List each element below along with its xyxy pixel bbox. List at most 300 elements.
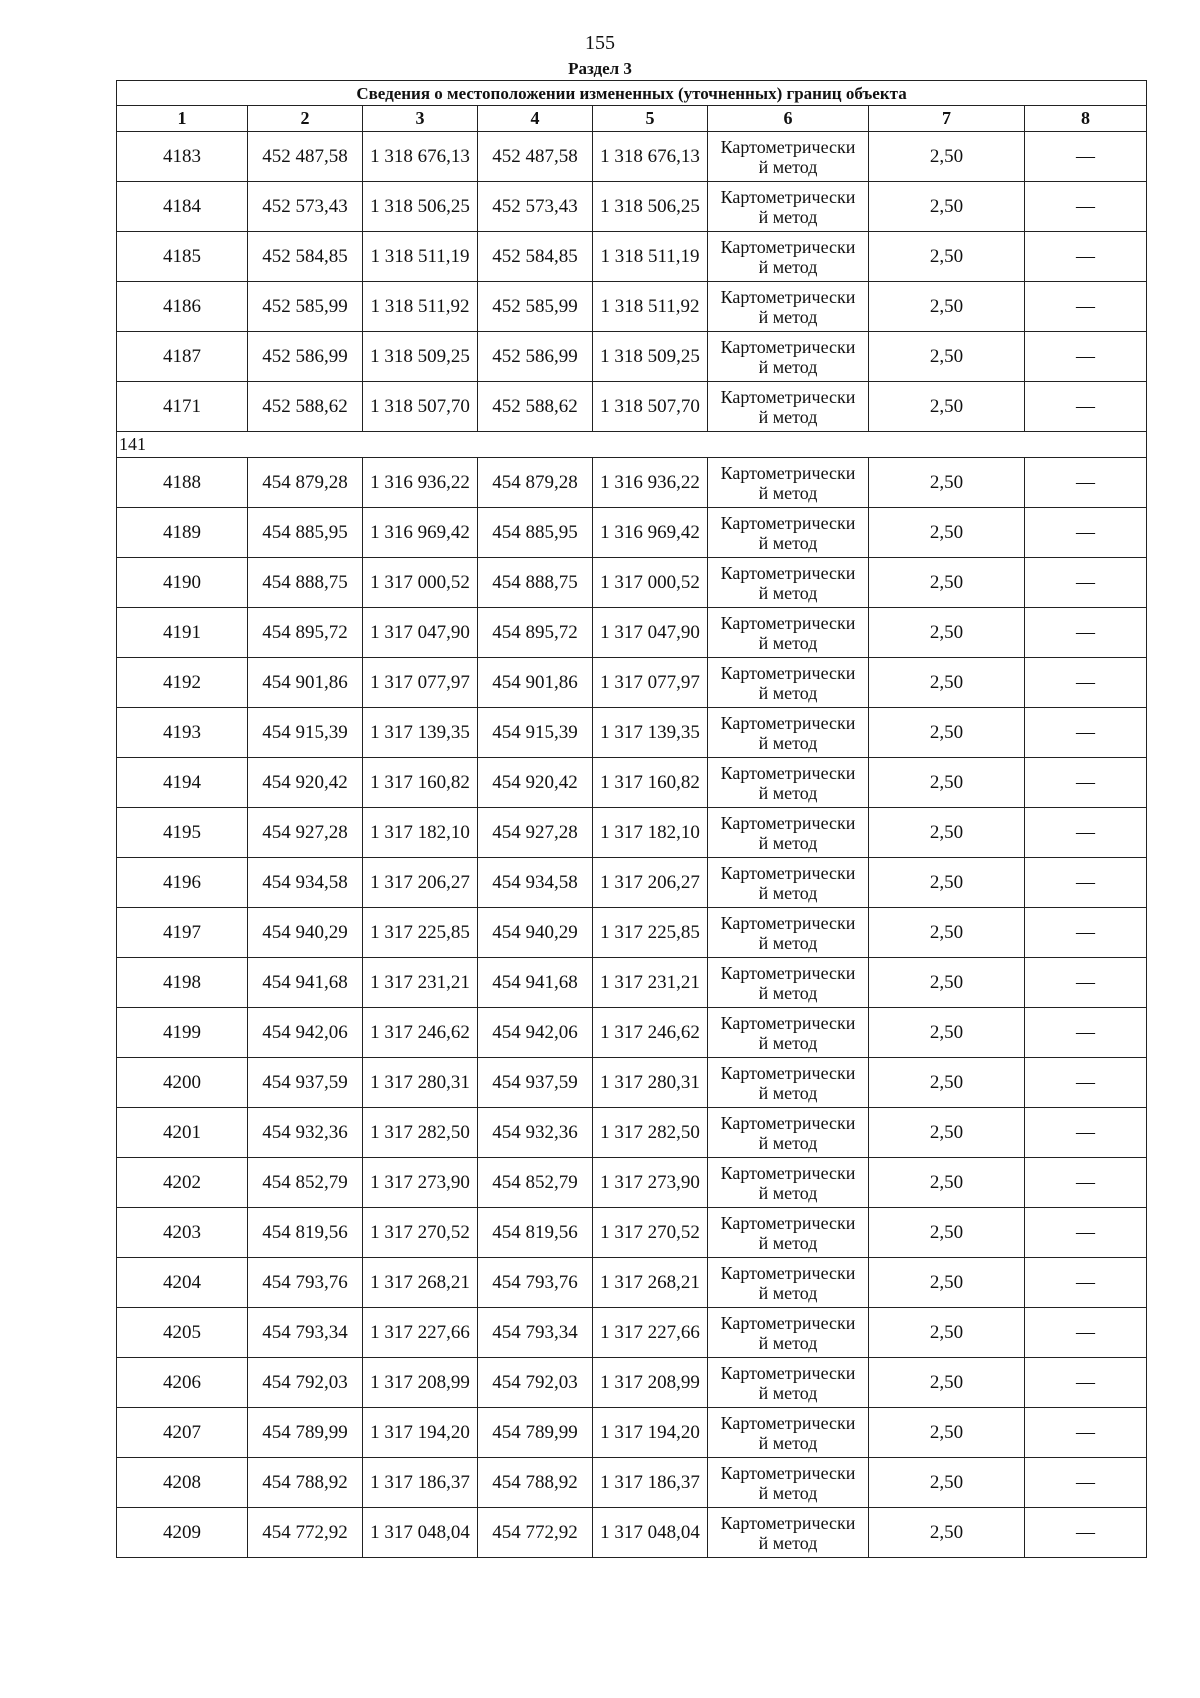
y-existing-cell: 1 317 227,66 <box>363 1308 478 1358</box>
point-number-cell: 4188 <box>117 458 248 508</box>
x-existing-cell: 454 932,36 <box>248 1108 363 1158</box>
method-line-2: й метод <box>758 1232 818 1253</box>
y-existing-cell: 1 318 511,92 <box>363 282 478 332</box>
point-number-cell: 4184 <box>117 182 248 232</box>
method-line-1: Картометрически <box>720 812 856 833</box>
x-existing-cell: 454 772,92 <box>248 1508 363 1558</box>
method-line-1: Картометрически <box>720 1362 856 1383</box>
x-new-cell: 454 793,76 <box>478 1258 593 1308</box>
table-caption-row <box>117 81 1147 106</box>
accuracy-cell: 2,50 <box>869 1358 1025 1408</box>
column-number: 8 <box>1025 106 1147 132</box>
y-new-cell: 1 317 231,21 <box>593 958 708 1008</box>
table-row <box>117 708 1147 758</box>
point-number-cell: 4185 <box>117 232 248 282</box>
method-line-2: й метод <box>758 206 818 227</box>
note-cell: — <box>1025 608 1147 658</box>
method-line-1: Картометрически <box>720 1262 856 1283</box>
note-cell: — <box>1025 958 1147 1008</box>
y-new-cell: 1 317 160,82 <box>593 758 708 808</box>
table-row <box>117 558 1147 608</box>
y-new-cell: 1 318 511,19 <box>593 232 708 282</box>
note-cell: — <box>1025 1458 1147 1508</box>
x-existing-cell: 454 942,06 <box>248 1008 363 1058</box>
method-line-2: й метод <box>758 482 818 503</box>
table-row <box>117 1058 1147 1108</box>
method-cell <box>708 1458 869 1508</box>
note-cell: — <box>1025 382 1147 432</box>
y-existing-cell: 1 318 509,25 <box>363 332 478 382</box>
y-existing-cell: 1 317 282,50 <box>363 1108 478 1158</box>
method-cell <box>708 132 869 182</box>
x-existing-cell: 452 584,85 <box>248 232 363 282</box>
accuracy-cell: 2,50 <box>869 558 1025 608</box>
accuracy-cell: 2,50 <box>869 758 1025 808</box>
table-row <box>117 332 1147 382</box>
accuracy-cell: 2,50 <box>869 1458 1025 1508</box>
coordinates-table <box>116 80 1147 1558</box>
point-number-cell: 4207 <box>117 1408 248 1458</box>
x-existing-cell: 454 941,68 <box>248 958 363 1008</box>
y-new-cell: 1 317 048,04 <box>593 1508 708 1558</box>
point-number-cell: 4197 <box>117 908 248 958</box>
point-number-cell: 4204 <box>117 1258 248 1308</box>
method-cell <box>708 1058 869 1108</box>
point-number-cell: 4194 <box>117 758 248 808</box>
point-number-cell: 4203 <box>117 1208 248 1258</box>
note-cell: — <box>1025 332 1147 382</box>
method-line-2: й метод <box>758 1382 818 1403</box>
x-new-cell: 454 788,92 <box>478 1458 593 1508</box>
accuracy-cell: 2,50 <box>869 382 1025 432</box>
x-existing-cell: 454 901,86 <box>248 658 363 708</box>
note-cell: — <box>1025 758 1147 808</box>
table-row <box>117 1408 1147 1458</box>
x-existing-cell: 452 588,62 <box>248 382 363 432</box>
y-existing-cell: 1 317 231,21 <box>363 958 478 1008</box>
method-cell <box>708 808 869 858</box>
method-line-1: Картометрически <box>720 336 856 357</box>
x-new-cell: 454 819,56 <box>478 1208 593 1258</box>
point-number-cell: 4193 <box>117 708 248 758</box>
x-new-cell: 454 920,42 <box>478 758 593 808</box>
column-number: 2 <box>248 106 363 132</box>
point-number-cell: 4199 <box>117 1008 248 1058</box>
method-line-1: Картометрически <box>720 862 856 883</box>
point-number-cell: 4192 <box>117 658 248 708</box>
section-title: Раздел 3 <box>568 59 632 78</box>
y-existing-cell: 1 317 160,82 <box>363 758 478 808</box>
method-line-1: Картометрически <box>720 462 856 483</box>
method-line-2: й метод <box>758 1132 818 1153</box>
x-new-cell: 452 588,62 <box>478 382 593 432</box>
x-existing-cell: 454 788,92 <box>248 1458 363 1508</box>
y-new-cell: 1 317 000,52 <box>593 558 708 608</box>
column-number: 7 <box>869 106 1025 132</box>
accuracy-cell: 2,50 <box>869 808 1025 858</box>
method-line-1: Картометрически <box>720 286 856 307</box>
accuracy-cell: 2,50 <box>869 1108 1025 1158</box>
method-line-1: Картометрически <box>720 1112 856 1133</box>
x-existing-cell: 454 927,28 <box>248 808 363 858</box>
method-line-2: й метод <box>758 1032 818 1053</box>
point-number-cell: 4190 <box>117 558 248 608</box>
point-number-cell: 4187 <box>117 332 248 382</box>
method-line-2: й метод <box>758 732 818 753</box>
accuracy-cell: 2,50 <box>869 132 1025 182</box>
method-line-1: Картометрически <box>720 662 856 683</box>
point-number-cell: 4171 <box>117 382 248 432</box>
point-number-cell: 4189 <box>117 508 248 558</box>
method-line-1: Картометрически <box>720 1312 856 1333</box>
y-existing-cell: 1 317 047,90 <box>363 608 478 658</box>
table-row <box>117 1358 1147 1408</box>
y-existing-cell: 1 317 206,27 <box>363 858 478 908</box>
table-caption: Сведения о местоположении измененных (уточненных) границ объекта <box>117 81 1147 106</box>
method-line-1: Картометрически <box>720 236 856 257</box>
table-row <box>117 608 1147 658</box>
x-new-cell: 454 793,34 <box>478 1308 593 1358</box>
method-line-1: Картометрически <box>720 136 856 157</box>
x-new-cell: 454 937,59 <box>478 1058 593 1108</box>
point-number-cell: 4200 <box>117 1058 248 1108</box>
method-line-1: Картометрически <box>720 562 856 583</box>
accuracy-cell: 2,50 <box>869 858 1025 908</box>
x-existing-cell: 454 879,28 <box>248 458 363 508</box>
method-line-1: Картометрически <box>720 912 856 933</box>
y-new-cell: 1 317 139,35 <box>593 708 708 758</box>
method-line-2: й метод <box>758 982 818 1003</box>
method-line-2: й метод <box>758 632 818 653</box>
table-row <box>117 1208 1147 1258</box>
method-line-2: й метод <box>758 406 818 427</box>
method-cell <box>708 708 869 758</box>
note-cell: — <box>1025 1008 1147 1058</box>
method-line-2: й метод <box>758 932 818 953</box>
point-number-cell: 4206 <box>117 1358 248 1408</box>
method-line-1: Картометрически <box>720 962 856 983</box>
method-line-2: й метод <box>758 1082 818 1103</box>
y-new-cell: 1 317 225,85 <box>593 908 708 958</box>
method-line-2: й метод <box>758 306 818 327</box>
y-new-cell: 1 317 268,21 <box>593 1258 708 1308</box>
y-existing-cell: 1 316 969,42 <box>363 508 478 558</box>
accuracy-cell: 2,50 <box>869 1208 1025 1258</box>
method-cell <box>708 1308 869 1358</box>
y-new-cell: 1 317 186,37 <box>593 1458 708 1508</box>
y-new-cell: 1 317 280,31 <box>593 1058 708 1108</box>
accuracy-cell: 2,50 <box>869 1008 1025 1058</box>
method-cell <box>708 1508 869 1558</box>
y-existing-cell: 1 317 225,85 <box>363 908 478 958</box>
x-new-cell: 454 941,68 <box>478 958 593 1008</box>
table-row <box>117 182 1147 232</box>
column-number: 3 <box>363 106 478 132</box>
method-cell <box>708 232 869 282</box>
method-line-2: й метод <box>758 782 818 803</box>
y-new-cell: 1 317 047,90 <box>593 608 708 658</box>
accuracy-cell: 2,50 <box>869 1258 1025 1308</box>
y-existing-cell: 1 318 511,19 <box>363 232 478 282</box>
point-number-cell: 4191 <box>117 608 248 658</box>
method-line-1: Картометрически <box>720 512 856 533</box>
method-line-1: Картометрически <box>720 1162 856 1183</box>
y-new-cell: 1 317 208,99 <box>593 1358 708 1408</box>
y-existing-cell: 1 318 676,13 <box>363 132 478 182</box>
accuracy-cell: 2,50 <box>869 1158 1025 1208</box>
y-existing-cell: 1 317 186,37 <box>363 1458 478 1508</box>
method-line-1: Картометрически <box>720 1012 856 1033</box>
accuracy-cell: 2,50 <box>869 232 1025 282</box>
method-line-2: й метод <box>758 882 818 903</box>
accuracy-cell: 2,50 <box>869 1408 1025 1458</box>
method-cell <box>708 282 869 332</box>
note-cell: — <box>1025 1108 1147 1158</box>
column-number: 5 <box>593 106 708 132</box>
y-existing-cell: 1 317 048,04 <box>363 1508 478 1558</box>
y-new-cell: 1 317 182,10 <box>593 808 708 858</box>
method-cell <box>708 958 869 1008</box>
page-number: 155 <box>585 32 615 54</box>
method-cell <box>708 1008 869 1058</box>
method-line-2: й метод <box>758 582 818 603</box>
accuracy-cell: 2,50 <box>869 458 1025 508</box>
accuracy-cell: 2,50 <box>869 1508 1025 1558</box>
x-existing-cell: 454 792,03 <box>248 1358 363 1408</box>
accuracy-cell: 2,50 <box>869 1308 1025 1358</box>
y-new-cell: 1 318 511,92 <box>593 282 708 332</box>
note-cell: — <box>1025 908 1147 958</box>
note-cell: — <box>1025 182 1147 232</box>
accuracy-cell: 2,50 <box>869 282 1025 332</box>
method-line-1: Картометрически <box>720 1512 856 1533</box>
table-row <box>117 1258 1147 1308</box>
note-cell: — <box>1025 132 1147 182</box>
y-existing-cell: 1 317 280,31 <box>363 1058 478 1108</box>
accuracy-cell: 2,50 <box>869 908 1025 958</box>
method-line-1: Картометрически <box>720 386 856 407</box>
y-new-cell: 1 318 506,25 <box>593 182 708 232</box>
note-cell: — <box>1025 1208 1147 1258</box>
table-row <box>117 1308 1147 1358</box>
note-cell: — <box>1025 558 1147 608</box>
method-cell <box>708 908 869 958</box>
x-existing-cell: 454 915,39 <box>248 708 363 758</box>
column-number: 6 <box>708 106 869 132</box>
group-label: 141 <box>117 432 1147 458</box>
method-cell <box>708 1158 869 1208</box>
y-existing-cell: 1 317 208,99 <box>363 1358 478 1408</box>
table-row <box>117 758 1147 808</box>
note-cell: — <box>1025 508 1147 558</box>
y-new-cell: 1 317 077,97 <box>593 658 708 708</box>
column-number: 4 <box>478 106 593 132</box>
method-line-2: й метод <box>758 532 818 553</box>
method-cell <box>708 758 869 808</box>
method-cell <box>708 558 869 608</box>
table-row <box>117 458 1147 508</box>
method-line-2: й метод <box>758 356 818 377</box>
x-new-cell: 454 915,39 <box>478 708 593 758</box>
note-cell: — <box>1025 858 1147 908</box>
table-row <box>117 1158 1147 1208</box>
x-existing-cell: 452 585,99 <box>248 282 363 332</box>
x-new-cell: 454 789,99 <box>478 1408 593 1458</box>
y-existing-cell: 1 317 139,35 <box>363 708 478 758</box>
x-new-cell: 454 940,29 <box>478 908 593 958</box>
y-existing-cell: 1 317 194,20 <box>363 1408 478 1458</box>
x-existing-cell: 454 793,76 <box>248 1258 363 1308</box>
point-number-cell: 4201 <box>117 1108 248 1158</box>
point-number-cell: 4186 <box>117 282 248 332</box>
point-number-cell: 4195 <box>117 808 248 858</box>
note-cell: — <box>1025 232 1147 282</box>
note-cell: — <box>1025 282 1147 332</box>
note-cell: — <box>1025 1058 1147 1108</box>
x-existing-cell: 452 586,99 <box>248 332 363 382</box>
table-row <box>117 1508 1147 1558</box>
note-cell: — <box>1025 1508 1147 1558</box>
accuracy-cell: 2,50 <box>869 708 1025 758</box>
note-cell: — <box>1025 1358 1147 1408</box>
table-row <box>117 908 1147 958</box>
x-existing-cell: 454 920,42 <box>248 758 363 808</box>
note-cell: — <box>1025 658 1147 708</box>
method-line-2: й метод <box>758 1332 818 1353</box>
method-cell <box>708 1208 869 1258</box>
y-new-cell: 1 317 194,20 <box>593 1408 708 1458</box>
x-existing-cell: 454 940,29 <box>248 908 363 958</box>
method-cell <box>708 608 869 658</box>
accuracy-cell: 2,50 <box>869 182 1025 232</box>
method-line-2: й метод <box>758 1532 818 1553</box>
y-new-cell: 1 317 273,90 <box>593 1158 708 1208</box>
accuracy-cell: 2,50 <box>869 508 1025 558</box>
y-new-cell: 1 318 676,13 <box>593 132 708 182</box>
method-line-2: й метод <box>758 256 818 277</box>
method-line-1: Картометрически <box>720 712 856 733</box>
x-new-cell: 454 942,06 <box>478 1008 593 1058</box>
method-cell <box>708 1358 869 1408</box>
method-cell <box>708 508 869 558</box>
method-line-2: й метод <box>758 682 818 703</box>
table-row <box>117 508 1147 558</box>
column-number: 1 <box>117 106 248 132</box>
y-new-cell: 1 317 246,62 <box>593 1008 708 1058</box>
point-number-cell: 4208 <box>117 1458 248 1508</box>
note-cell: — <box>1025 808 1147 858</box>
x-existing-cell: 454 888,75 <box>248 558 363 608</box>
table-row <box>117 382 1147 432</box>
table-row <box>117 1108 1147 1158</box>
accuracy-cell: 2,50 <box>869 332 1025 382</box>
x-existing-cell: 454 852,79 <box>248 1158 363 1208</box>
x-existing-cell: 454 789,99 <box>248 1408 363 1458</box>
y-new-cell: 1 316 969,42 <box>593 508 708 558</box>
y-existing-cell: 1 318 507,70 <box>363 382 478 432</box>
x-new-cell: 454 901,86 <box>478 658 593 708</box>
point-number-cell: 4205 <box>117 1308 248 1358</box>
note-cell: — <box>1025 458 1147 508</box>
x-existing-cell: 454 895,72 <box>248 608 363 658</box>
y-existing-cell: 1 318 506,25 <box>363 182 478 232</box>
method-line-2: й метод <box>758 156 818 177</box>
accuracy-cell: 2,50 <box>869 958 1025 1008</box>
y-existing-cell: 1 317 182,10 <box>363 808 478 858</box>
x-new-cell: 452 585,99 <box>478 282 593 332</box>
y-existing-cell: 1 317 077,97 <box>363 658 478 708</box>
x-existing-cell: 454 934,58 <box>248 858 363 908</box>
y-existing-cell: 1 316 936,22 <box>363 458 478 508</box>
x-new-cell: 454 792,03 <box>478 1358 593 1408</box>
method-cell <box>708 332 869 382</box>
method-line-1: Картометрически <box>720 762 856 783</box>
point-number-cell: 4198 <box>117 958 248 1008</box>
x-new-cell: 454 885,95 <box>478 508 593 558</box>
method-line-1: Картометрически <box>720 186 856 207</box>
method-line-2: й метод <box>758 832 818 853</box>
method-line-1: Картометрически <box>720 612 856 633</box>
method-cell <box>708 182 869 232</box>
y-new-cell: 1 317 270,52 <box>593 1208 708 1258</box>
method-line-1: Картометрически <box>720 1212 856 1233</box>
table-row <box>117 282 1147 332</box>
note-cell: — <box>1025 1308 1147 1358</box>
table-row <box>117 1458 1147 1508</box>
point-number-cell: 4209 <box>117 1508 248 1558</box>
point-number-cell: 4196 <box>117 858 248 908</box>
group-row <box>117 432 1147 458</box>
y-new-cell: 1 317 227,66 <box>593 1308 708 1358</box>
table-row <box>117 132 1147 182</box>
point-number-cell: 4183 <box>117 132 248 182</box>
y-new-cell: 1 316 936,22 <box>593 458 708 508</box>
x-existing-cell: 452 573,43 <box>248 182 363 232</box>
method-line-2: й метод <box>758 1282 818 1303</box>
method-cell <box>708 1408 869 1458</box>
x-existing-cell: 452 487,58 <box>248 132 363 182</box>
x-new-cell: 454 852,79 <box>478 1158 593 1208</box>
table-row <box>117 232 1147 282</box>
method-line-2: й метод <box>758 1482 818 1503</box>
x-new-cell: 454 934,58 <box>478 858 593 908</box>
method-line-1: Картометрически <box>720 1462 856 1483</box>
x-new-cell: 454 772,92 <box>478 1508 593 1558</box>
x-new-cell: 452 586,99 <box>478 332 593 382</box>
table-row <box>117 808 1147 858</box>
y-existing-cell: 1 317 270,52 <box>363 1208 478 1258</box>
y-new-cell: 1 318 507,70 <box>593 382 708 432</box>
x-new-cell: 454 879,28 <box>478 458 593 508</box>
x-existing-cell: 454 885,95 <box>248 508 363 558</box>
y-new-cell: 1 317 282,50 <box>593 1108 708 1158</box>
method-line-1: Картометрически <box>720 1062 856 1083</box>
method-cell <box>708 382 869 432</box>
note-cell: — <box>1025 708 1147 758</box>
y-existing-cell: 1 317 273,90 <box>363 1158 478 1208</box>
accuracy-cell: 2,50 <box>869 1058 1025 1108</box>
x-existing-cell: 454 819,56 <box>248 1208 363 1258</box>
note-cell: — <box>1025 1258 1147 1308</box>
method-cell <box>708 1258 869 1308</box>
column-numbers-row <box>117 106 1147 132</box>
x-existing-cell: 454 937,59 <box>248 1058 363 1108</box>
y-existing-cell: 1 317 268,21 <box>363 1258 478 1308</box>
x-new-cell: 452 487,58 <box>478 132 593 182</box>
x-new-cell: 454 895,72 <box>478 608 593 658</box>
method-cell <box>708 458 869 508</box>
method-line-2: й метод <box>758 1432 818 1453</box>
